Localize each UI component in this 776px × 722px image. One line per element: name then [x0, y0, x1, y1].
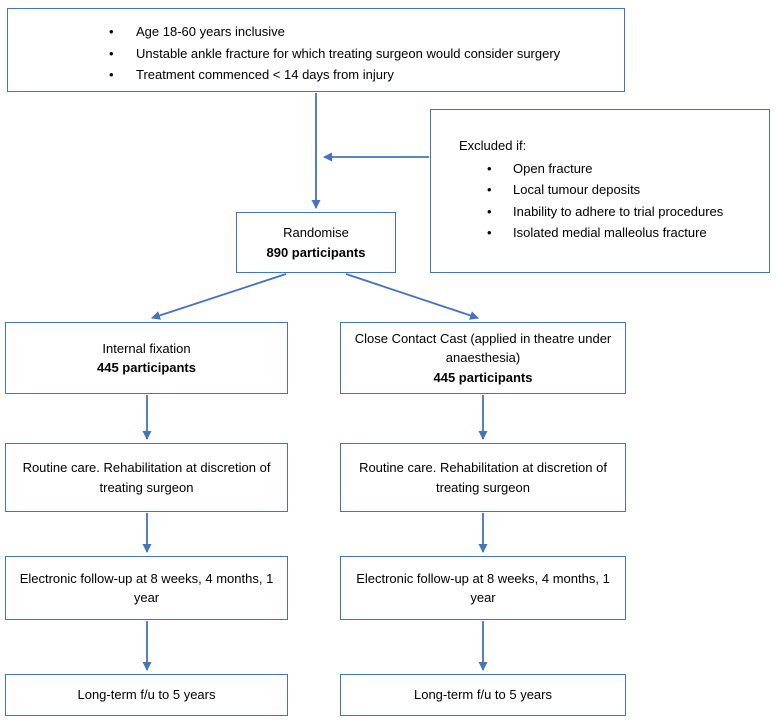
exclusion-criteria-list — [431, 159, 769, 243]
left-allocation-label: Internal fixation — [102, 340, 191, 356]
exclusion-criterion: • Inability to adhere to trial procedures — [431, 202, 769, 222]
inclusion-criteria-box — [7, 8, 625, 92]
arrow-randomise-to-left-arm — [152, 274, 286, 318]
exclusion-title: Excluded if: — [459, 138, 527, 153]
arrow-randomise-to-right-arm — [346, 274, 478, 318]
right-longterm-text: Long-term f/u to 5 years — [413, 687, 552, 703]
right-allocation-count: 445 participants — [433, 369, 533, 385]
randomise-count: 890 participants — [266, 244, 366, 260]
randomise-label: Randomise — [283, 225, 349, 240]
left-longterm-box — [5, 674, 288, 716]
exclusion-criterion: • Open fracture — [431, 159, 769, 179]
exclusion-criteria-box — [430, 109, 770, 273]
right-followup-text: Electronic follow-up at 8 weeks, 4 months, 1 year — [356, 570, 610, 605]
left-allocation-box — [5, 322, 288, 394]
exclusion-criterion: • Isolated medial malleolus fracture — [431, 223, 769, 243]
inclusion-criterion: • Treatment commenced < 14 days from injury — [8, 65, 624, 85]
right-care-box — [340, 443, 626, 512]
exclusion-criterion: • Local tumour deposits — [431, 180, 769, 200]
inclusion-criterion: • Unstable ankle fracture for which treating surgeon would consider surgery — [8, 44, 624, 64]
randomise-box — [236, 212, 396, 273]
inclusion-criterion: • Age 18-60 years inclusive — [8, 22, 624, 42]
right-care-text: Routine care. Rehabilitation at discretion of treating surgeon — [359, 460, 607, 495]
left-followup-box — [5, 556, 288, 620]
right-longterm-box — [340, 674, 626, 716]
left-longterm-text: Long-term f/u to 5 years — [77, 687, 216, 703]
left-care-text: Routine care. Rehabilitation at discretion of treating surgeon — [22, 460, 271, 495]
left-followup-text: Electronic follow-up at 8 weeks, 4 months, 1 year — [19, 570, 274, 605]
right-allocation-box — [340, 322, 626, 394]
right-allocation-label: Close Contact Cast (applied in theatre under anaesthesia) — [354, 330, 612, 366]
inclusion-criteria-list — [8, 22, 624, 85]
left-allocation-count: 445 participants — [97, 360, 196, 375]
left-care-box — [5, 443, 288, 512]
right-followup-box — [340, 556, 626, 620]
